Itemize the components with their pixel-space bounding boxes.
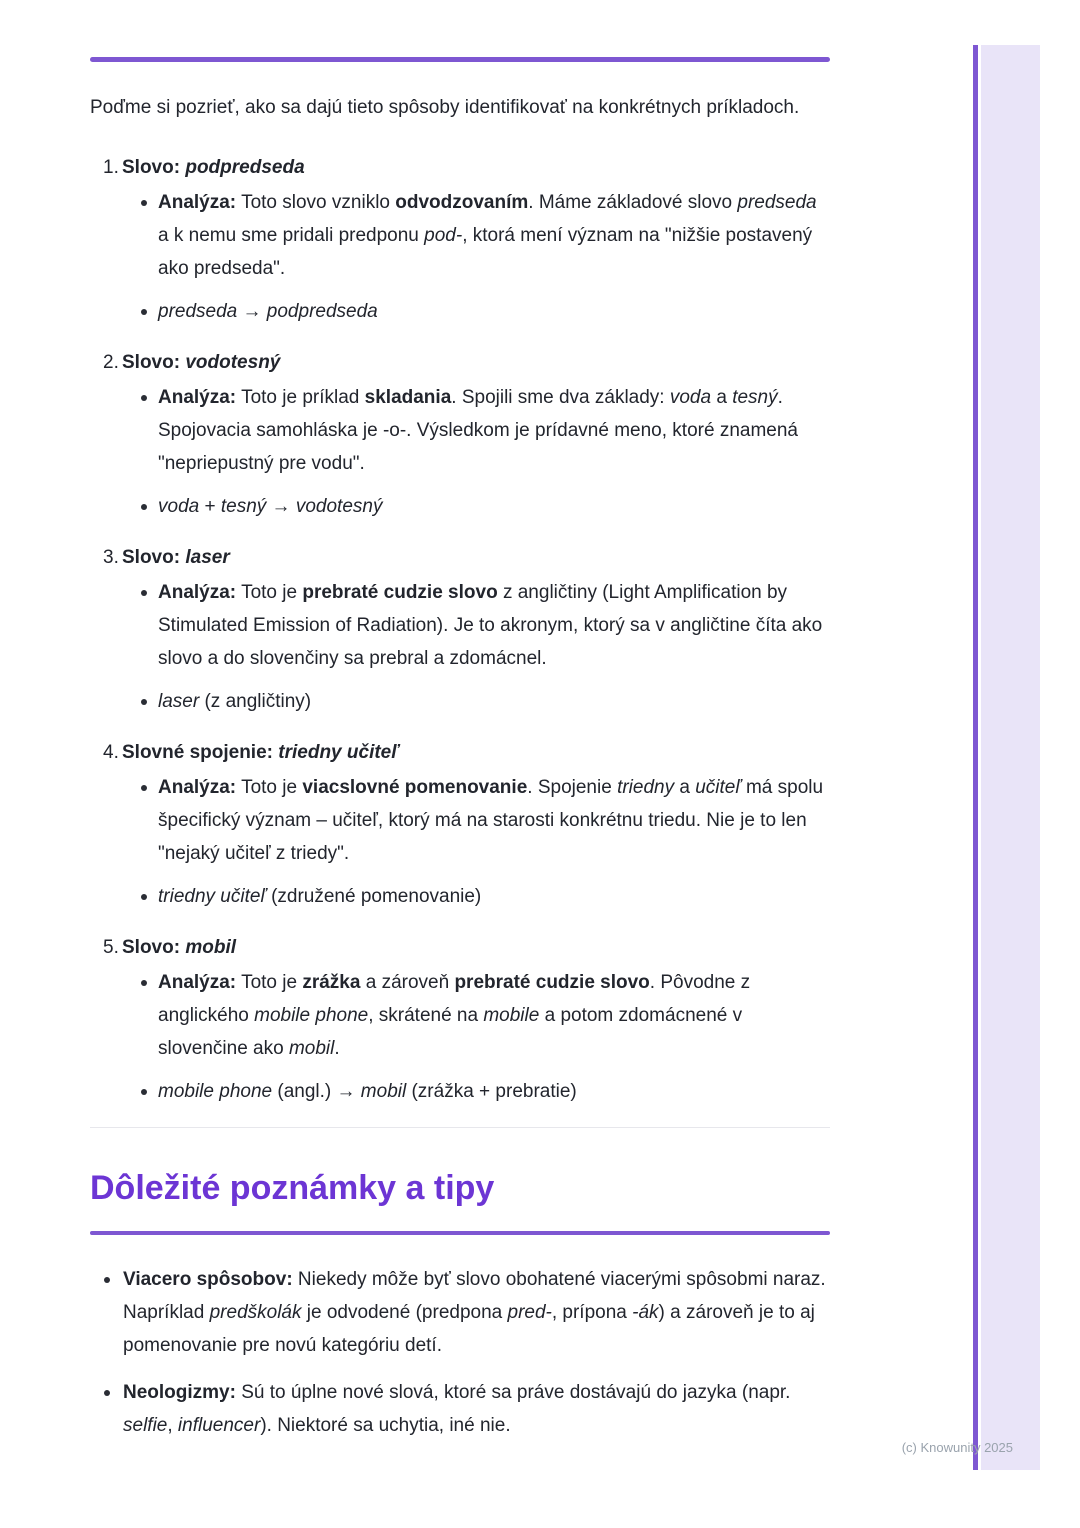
item-title	[90, 346, 830, 379]
item-title	[90, 541, 830, 574]
item-title	[90, 931, 830, 964]
notes-heading: Dôležité poznámky a tipy	[90, 1169, 495, 1207]
item-title	[90, 151, 830, 184]
item-number: 3.	[103, 547, 119, 568]
example-bullet: laser (z angličtiny)	[90, 685, 830, 718]
page-edge-line	[973, 45, 978, 1470]
analysis-bullet: Analýza: Toto je príklad skladania. Spojili sme dva základy: voda a tesný. Spojovacia samohláska je -o-. Výsledkom je prídavné meno, ktoré znamená "nepriepustný pre vodu".	[90, 381, 830, 480]
copyright-watermark: (c) Knowunity 2025	[901, 1440, 1013, 1455]
list-item-5	[90, 931, 830, 1108]
list-item-4	[90, 736, 830, 913]
item-number: 1.	[103, 157, 119, 178]
analysis-bullet: Analýza: Toto slovo vzniklo odvodzovaním. Máme základové slovo predseda a k nemu sme pridali predponu pod-, ktorá mení význam na "nižšie postavený ako predseda".	[90, 186, 830, 285]
example-bullet: predseda → podpredseda	[90, 295, 830, 328]
item-title	[90, 736, 830, 769]
item-number: 5.	[103, 937, 119, 958]
item-title-text: Slovo: vodotesný	[122, 352, 281, 373]
list-item-1	[90, 151, 830, 328]
note-item: Neologizmy: Sú to úplne nové slová, ktoré sa práve dostávajú do jazyka (napr. selfie, influencer). Niektoré sa uchytia, iné nie.	[90, 1376, 830, 1442]
item-title-text: Slovo: laser	[122, 547, 230, 568]
notes-list	[90, 1263, 830, 1442]
list-item-3	[90, 541, 830, 718]
analysis-bullet: Analýza: Toto je viacslovné pomenovanie. Spojenie triedny a učiteľ má spolu špecifický význam – učiteľ, ktorý má na starosti konkrétnu triedu. Nie je to len "nejaký učiteľ z triedy".	[90, 771, 830, 870]
intro-paragraph: Poďme si pozrieť, ako sa dajú tieto spôsoby identifikovať na konkrétnych príkladoch.	[90, 97, 800, 118]
example-bullet: triedny učiteľ (združené pomenovanie)	[90, 880, 830, 913]
example-bullet: voda + tesný → vodotesný	[90, 490, 830, 523]
analysis-bullet: Analýza: Toto je prebraté cudzie slovo z angličtiny (Light Amplification by Stimulated Emission of Radiation). Je to akronym, ktorý sa v angličtine číta ako slovo a do slovenčiny sa prebral a zdomácnel.	[90, 576, 830, 675]
item-title-text: Slovo: podpredseda	[122, 157, 305, 178]
analysis-bullet: Analýza: Toto je zrážka a zároveň prebraté cudzie slovo. Pôvodne z anglického mobile phone, skrátené na mobile a potom zdomácnené v slovenčine ako mobil.	[90, 966, 830, 1065]
next-page-edge-strip	[981, 45, 1040, 1470]
example-bullet: mobile phone (angl.) → mobil (zrážka + prebratie)	[90, 1075, 830, 1108]
heading-underline-rule	[90, 1231, 830, 1235]
examples-numbered-list	[90, 151, 830, 1108]
section-divider	[90, 1127, 830, 1128]
section-top-rule	[90, 57, 830, 62]
item-title-text: Slovo: mobil	[122, 937, 237, 958]
item-number: 4.	[103, 742, 119, 763]
item-title-text: Slovné spojenie: triedny učiteľ	[122, 742, 399, 763]
document-content	[90, 0, 830, 1442]
note-item: Viacero spôsobov: Niekedy môže byť slovo obohatené viacerými spôsobmi naraz. Napríklad predškolák je odvodené (predpona pred-, prípona -ák) a zároveň je to aj pomenovanie pre novú kategóriu detí.	[90, 1263, 830, 1362]
list-item-2	[90, 346, 830, 523]
item-number: 2.	[103, 352, 119, 373]
